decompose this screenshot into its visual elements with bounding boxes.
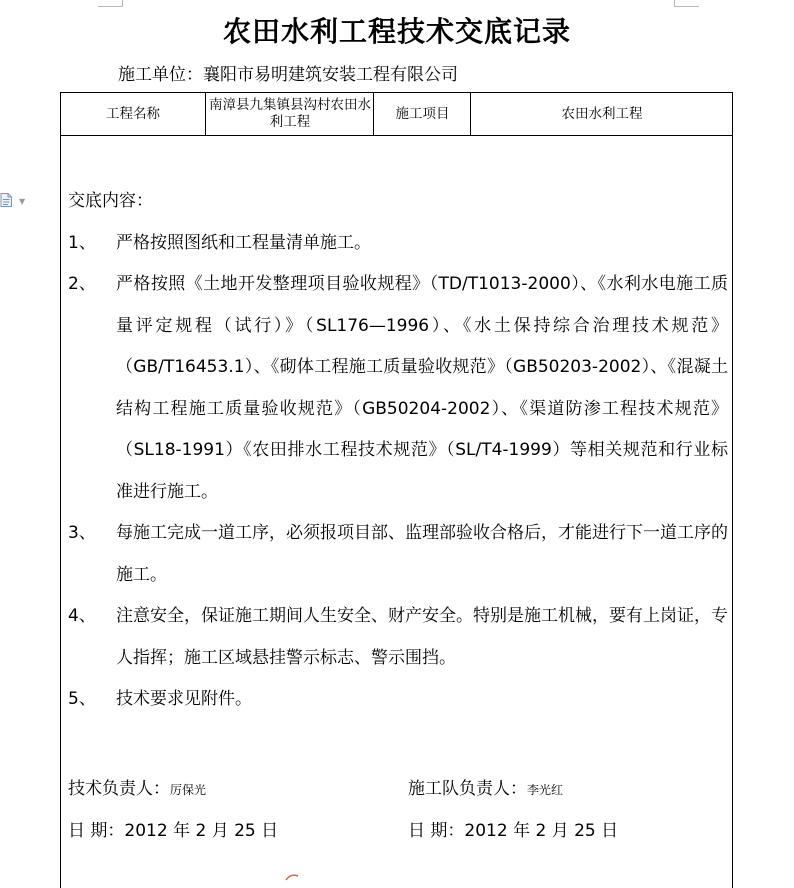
stamp-edge-mark <box>285 873 299 881</box>
construction-unit <box>118 60 458 85</box>
item-text: 技术要求见附件。 <box>116 689 252 709</box>
item-number: 2、 <box>68 274 96 294</box>
project-item-label: 施工项目 <box>373 93 471 135</box>
construction-unit-label: 施工单位： <box>118 65 203 85</box>
item-text: 注意安全，保证施工期间人生安全、财产安全。特别是施工机械，要有上岗证，专人指挥；施工区域悬挂警示标志、警示围挡。 <box>116 606 728 668</box>
document-icon[interactable] <box>0 193 12 207</box>
header-row <box>61 93 732 136</box>
team-lead-name: 李光红 <box>527 783 564 797</box>
tech-lead-date <box>68 816 278 841</box>
list-item <box>68 223 728 265</box>
date-value: 2012 年 2 月 25 日 <box>124 821 279 841</box>
tech-lead-signature <box>68 774 206 799</box>
caret-down-icon[interactable]: ▼ <box>19 197 26 206</box>
item-number: 3、 <box>68 523 96 543</box>
project-name-label: 工程名称 <box>106 105 160 122</box>
list-item <box>68 596 728 679</box>
item-number: 5、 <box>68 689 96 709</box>
item-text: 每施工完成一道工序，必须报项目部、监理部验收合格后，才能进行下一道工序的施工。 <box>116 523 728 585</box>
team-lead-label: 施工队负责人： <box>408 779 527 799</box>
project-name-value: 南漳县九集镇县沟村农田水利工程 <box>205 93 374 135</box>
list-item <box>68 513 728 596</box>
disclosure-content <box>68 181 728 721</box>
tech-lead-name: 厉保光 <box>170 783 207 797</box>
item-number: 4、 <box>68 606 96 626</box>
tech-lead-label: 技术负责人： <box>68 779 170 799</box>
content-heading: 交底内容： <box>68 191 153 211</box>
item-text: 严格按照《土地开发整理项目验收规程》（TD/T1013-2000）、《水利水电施工质量评定规程（试行）》（SL176—1996）、《水土保持综合治理技术规范》（GB/T16453.1）、《砌体工程施工质量验收规范》（GB50203-2002）、《混凝土结构工程施工质量验收规范》（GB50204-2002）、《渠道防渗工程技术规范》（SL18-1991）《农田排水工程技术规范》（SL/T4-1999）等相关规范和行业标准进行施工。 <box>116 274 728 502</box>
team-lead-signature <box>408 774 563 799</box>
page-corner-mark-left <box>98 0 123 7</box>
list-item <box>68 264 728 513</box>
project-item-value: 农田水利工程 <box>470 93 733 135</box>
date-value: 2012 年 2 月 25 日 <box>464 821 619 841</box>
date-label: 日 期： <box>68 821 125 841</box>
date-label: 日 期： <box>408 821 465 841</box>
construction-unit-value: 襄阳市易明建筑安装工程有限公司 <box>203 65 458 85</box>
list-item <box>68 679 728 721</box>
item-text: 严格按照图纸和工程量清单施工。 <box>116 232 371 253</box>
document-title: 农田水利工程技术交底记录 <box>222 15 571 48</box>
item-number: 1、 <box>68 232 96 253</box>
page-corner-mark-right <box>674 0 699 7</box>
team-lead-date <box>408 816 618 841</box>
